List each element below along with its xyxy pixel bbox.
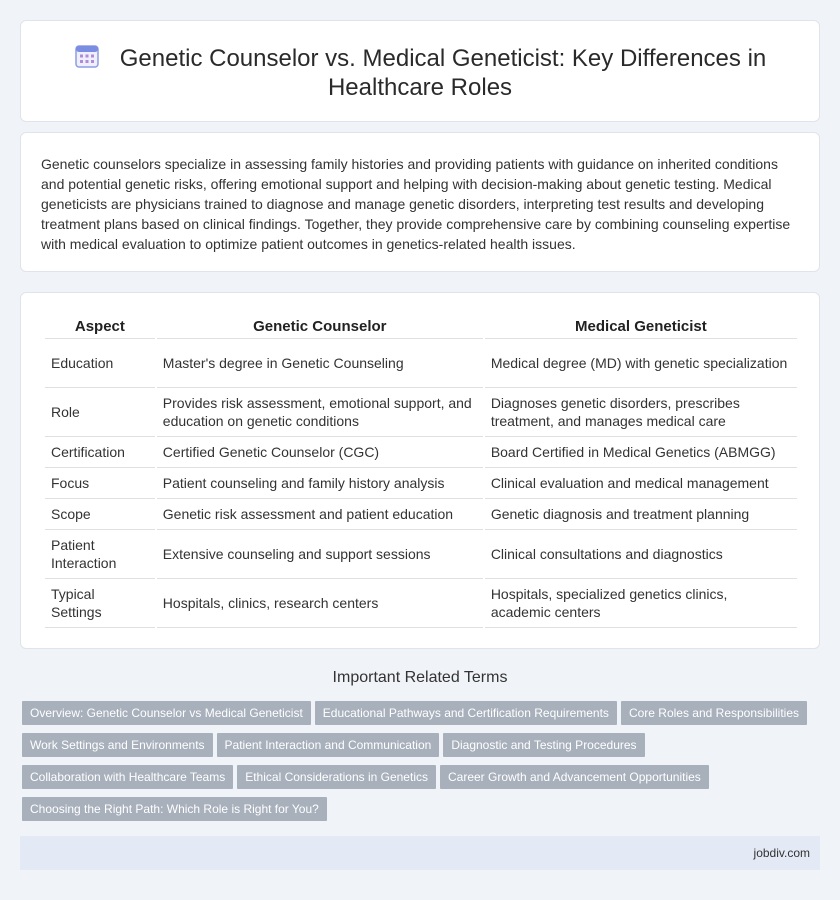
related-term-tag[interactable]: Collaboration with Healthcare Teams [22, 765, 233, 789]
page-title: Genetic Counselor vs. Medical Geneticist: Key Differences in Healthcare Roles [119, 45, 767, 101]
table-cell-geneticist: Medical degree (MD) with genetic specialization [485, 339, 797, 388]
table-cell-counselor: Hospitals, clinics, research centers [157, 579, 483, 628]
table-cell-counselor: Patient counseling and family history analysis [157, 468, 483, 499]
table-row [45, 339, 797, 388]
table-row [45, 530, 797, 579]
related-term-tag[interactable]: Work Settings and Environments [22, 733, 213, 757]
table-cell-counselor: Provides risk assessment, emotional support, and education on genetic conditions [157, 388, 483, 437]
table-row [45, 388, 797, 437]
related-term-tag[interactable]: Choosing the Right Path: Which Role is Right for You? [22, 797, 327, 821]
header-medical-geneticist: Medical Geneticist [485, 315, 797, 339]
related-terms-title: Important Related Terms [332, 669, 508, 686]
table-header-row [45, 315, 797, 339]
table-cell-aspect: Typical Settings [45, 579, 155, 628]
table-cell-counselor: Certified Genetic Counselor (CGC) [157, 437, 483, 468]
table-cell-aspect: Role [45, 388, 155, 437]
table-cell-aspect: Scope [45, 499, 155, 530]
footer [20, 836, 820, 870]
table-row [45, 437, 797, 468]
comparison-table-card [20, 292, 820, 649]
table-cell-counselor: Master's degree in Genetic Counseling [157, 339, 483, 388]
comparison-table [43, 315, 799, 628]
table-cell-aspect: Education [45, 339, 155, 388]
table-row [45, 499, 797, 530]
intro-card [20, 132, 820, 272]
header-genetic-counselor: Genetic Counselor [157, 315, 483, 339]
calendar-icon [74, 43, 100, 69]
table-cell-geneticist: Clinical evaluation and medical management [485, 468, 797, 499]
related-term-tag[interactable]: Overview: Genetic Counselor vs Medical Geneticist [22, 701, 311, 725]
table-cell-counselor: Extensive counseling and support sessions [157, 530, 483, 579]
intro-text: Genetic counselors specialize in assessing family histories and providing patients with guidance on inherited conditions and potential genetic risks, offering emotional support and helping with decision-making about genetic testing. Medical geneticists are physicians trained to diagnose and manage genetic disorders, interpreting test results and developing treatment plans based on clinical findings. Together, they provide comprehensive care by combining counseling expertise with medical evaluation to optimize patient outcomes in genetics-related health issues. [41, 156, 791, 252]
table-row [45, 468, 797, 499]
table-cell-geneticist: Hospitals, specialized genetics clinics, academic centers [485, 579, 797, 628]
table-cell-aspect: Certification [45, 437, 155, 468]
related-term-tag[interactable]: Diagnostic and Testing Procedures [443, 733, 644, 757]
header-card [20, 20, 820, 122]
table-cell-geneticist: Genetic diagnosis and treatment planning [485, 499, 797, 530]
table-cell-geneticist: Diagnoses genetic disorders, prescribes treatment, and manages medical care [485, 388, 797, 437]
table-cell-counselor: Genetic risk assessment and patient education [157, 499, 483, 530]
related-term-tag[interactable]: Patient Interaction and Communication [217, 733, 440, 757]
table-cell-aspect: Focus [45, 468, 155, 499]
header-aspect: Aspect [45, 315, 155, 339]
table-cell-geneticist: Clinical consultations and diagnostics [485, 530, 797, 579]
related-term-tag[interactable]: Career Growth and Advancement Opportunities [440, 765, 709, 789]
footer-site-link[interactable]: jobdiv.com [753, 846, 810, 860]
related-terms-list [22, 701, 822, 829]
related-term-tag[interactable]: Ethical Considerations in Genetics [237, 765, 436, 789]
related-term-tag[interactable]: Core Roles and Responsibilities [621, 701, 807, 725]
table-cell-aspect: Patient Interaction [45, 530, 155, 579]
page-title-wrap [61, 43, 779, 102]
related-term-tag[interactable]: Educational Pathways and Certification Requirements [315, 701, 617, 725]
table-row [45, 579, 797, 628]
table-cell-geneticist: Board Certified in Medical Genetics (ABMGG) [485, 437, 797, 468]
